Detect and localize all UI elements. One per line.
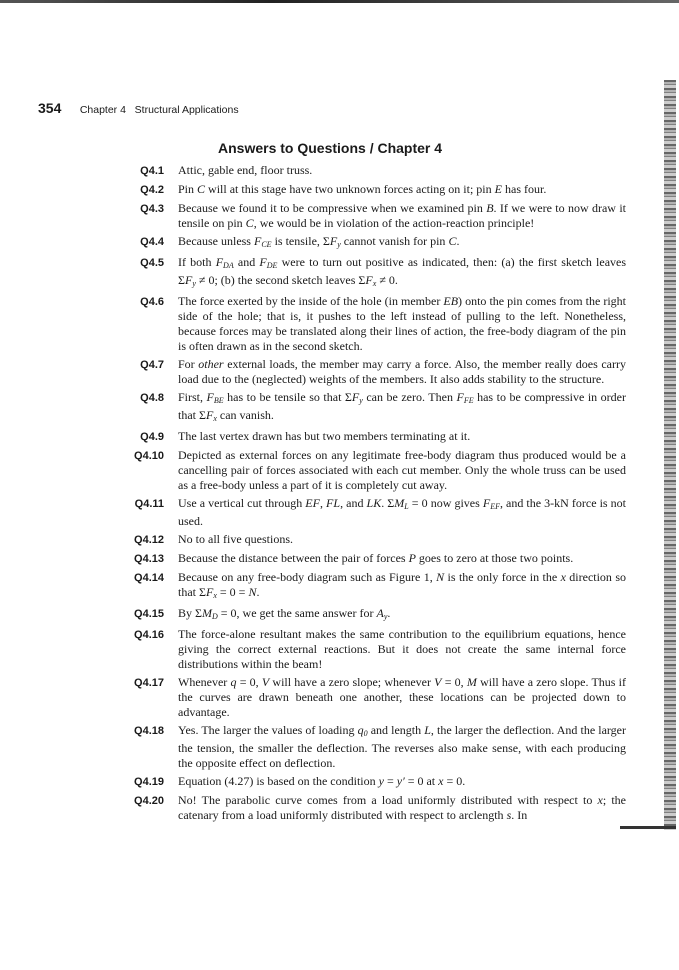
answer-text: No! The parabolic curve comes from a load uniformly distributed with respect to x; the catenary from a load uniformly distributed with respect to arclength s. In [178, 793, 626, 822]
question-number: Q4.12 [134, 534, 164, 546]
answer-text: Because unless $F_{CE}$ is tensile, $\Sigma F_y$ cannot vanish for pin C. [178, 234, 460, 249]
question-number: Q4.6 [140, 296, 164, 308]
answer-text: The last vertex drawn has but two members terminating at it. [178, 429, 471, 443]
question-number: Q4.9 [140, 431, 164, 443]
question-number: Q4.14 [134, 572, 164, 584]
answer-text: Because we found it to be compressive when we examined pin B. If we were to now draw it tensile on pin C, we would be in violation of the action-reaction principle! [178, 201, 626, 230]
question-number: Q4.17 [134, 677, 164, 689]
question-number: Q4.16 [134, 629, 164, 641]
question-number: Q4.10 [134, 450, 164, 462]
answer-text: For other external loads, the member may carry a force. Also, the member really does carry load due to the (neglected) weights of the members. It also adds stability to the structure. [178, 357, 627, 386]
answer-text: Pin C will at this stage have two unknown forces acting on it; pin E has four. [178, 182, 547, 196]
question-number: Q4.3 [140, 203, 164, 215]
question-number: Q4.19 [134, 776, 164, 788]
answer-text: The force-alone resultant makes the same contribution to the equilibrium equations, hence giving the correct external reactions. But it does not create the same internal force distributions within the beam! [178, 627, 626, 671]
running-header [38, 100, 239, 118]
question-number: Q4.2 [140, 184, 164, 196]
answer-item [100, 357, 626, 387]
answer-text: Yes. The larger the values of loading $q_0$ and length L, the larger the deflection. And the larger the tension, the smaller the deflection. The reverses also make sense, with each producing the opposite effect on deflection. [178, 723, 627, 770]
question-number: Q4.8 [140, 392, 164, 404]
answer-item [100, 570, 626, 603]
answer-item [100, 294, 626, 354]
question-number: Q4.13 [134, 553, 164, 565]
question-number: Q4.1 [140, 165, 164, 177]
answer-text: Whenever q = 0, V will have a zero slope; whenever V = 0, M will have a zero slope. Thus if the curves are drawn beneath one another, these locations can be projected down to advantage. [178, 675, 626, 719]
answer-item [100, 532, 626, 548]
answer-item [100, 448, 626, 493]
answer-text: By $\Sigma M_D = 0$, we get the same answer for $A_y$. [178, 606, 391, 621]
answer-text: Depicted as external forces on any legitimate free-body diagram thus produced would be a cancelling pair of forces associated with each cut member. Only the whole truss can be used as a free-body unless a part of it is completely cut away. [178, 448, 626, 492]
answer-item [100, 234, 626, 252]
answer-item [100, 390, 626, 426]
answer-item [100, 496, 626, 529]
question-number: Q4.11 [134, 498, 164, 510]
scan-binding-shadow [664, 80, 676, 830]
answer-item [100, 627, 626, 672]
running-head: Chapter 4 Structural Applications [79, 104, 239, 116]
answer-text: Because the distance between the pair of forces P goes to zero at those two points. [178, 551, 574, 565]
answer-item [100, 551, 626, 567]
answer-text: Because on any free-body diagram such as Figure 1, N is the only force in the x direction so that $\Sigma F_x = 0 = N$. [178, 570, 626, 600]
answer-item [100, 201, 626, 231]
question-number: Q4.18 [134, 725, 164, 737]
question-number: Q4.5 [140, 257, 164, 269]
answer-text: First, $F_{BE}$ has to be tensile so that $\Sigma F_y$ can be zero. Then $F_{FE}$ has to be compressive in order that $\Sigma F_x$ can vanish. [178, 390, 626, 423]
question-number: Q4.20 [134, 795, 164, 807]
answer-item [100, 182, 626, 198]
answer-item [100, 675, 626, 720]
answers-list [100, 163, 626, 826]
question-number: Q4.7 [140, 359, 164, 371]
answer-item [100, 429, 626, 445]
question-number: Q4.4 [140, 236, 164, 248]
answer-text: Attic, gable end, floor truss. [178, 163, 313, 177]
answer-text: No to all five questions. [178, 532, 293, 546]
answer-text: If both $F_{DA}$ and $F_{DE}$ were to turn out positive as indicated, then: (a) the first sketch leaves $\Sigma F_y \ne 0$; (b) the second sketch leaves $\Sigma F_x \ne 0$. [178, 255, 627, 288]
answer-text: The force exerted by the inside of the hole (in member EB) onto the pin comes from the right side of the hole; that is, it pushes to the left instead of pulling to the left. Nonetheless, because forces may be translated along their lines of action, the free-body diagram of the pin is often drawn as in the second sketch. [178, 294, 626, 353]
answer-text: Use a vertical cut through EF, FL, and LK. $\Sigma M_L = 0$ now gives $F_{EF}$, and the 3-kN force is not used. [178, 496, 627, 528]
answer-text: Equation (4.27) is based on the condition y = y′ = 0 at x = 0. [178, 774, 466, 788]
question-number: Q4.15 [134, 608, 164, 620]
answer-item [100, 774, 626, 790]
section-title: Answers to Questions / Chapter 4 [218, 140, 443, 156]
answer-item [100, 793, 626, 823]
answer-item [100, 255, 626, 291]
scan-top-edge [0, 0, 679, 3]
page-number: 354 [38, 100, 62, 116]
answer-item [100, 163, 626, 179]
answer-item [100, 723, 626, 771]
scan-binding-foot [620, 826, 676, 829]
answer-item [100, 606, 626, 624]
